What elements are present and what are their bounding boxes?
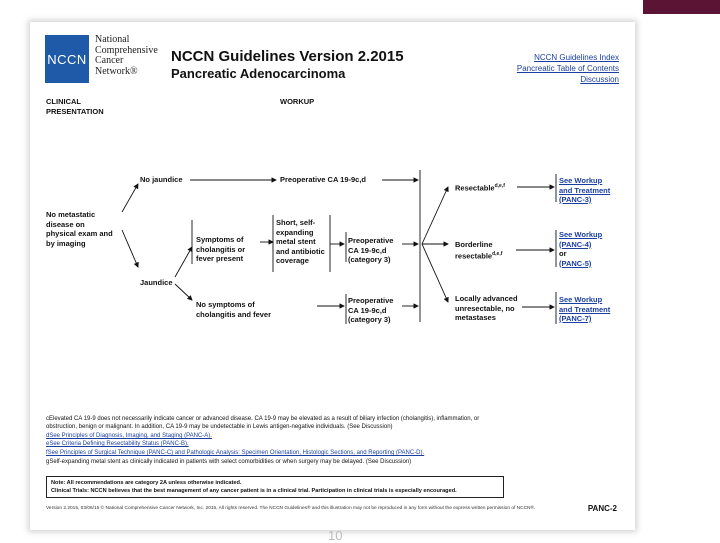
node-line: cholangitis or: [196, 244, 246, 254]
link-or-text: or: [559, 249, 567, 258]
node-line: physical exam and: [46, 229, 113, 238]
page-code: PANC-2: [587, 504, 617, 513]
preop-bot-node: [348, 296, 393, 325]
node-label: Resectable: [455, 183, 495, 193]
logo-mark: NCCN: [45, 35, 89, 83]
logo-line: Comprehensive: [95, 44, 158, 56]
note-line: Clinical Trials: NCCN believes that the best management of any cancer patient is in a clinical trial. Participation in clinical trials is especially encouraged.: [51, 488, 457, 494]
footnote-link[interactable]: eSee Criteria Defining Resectability Status (PANC-B).: [46, 441, 189, 447]
resectable-node: [455, 182, 505, 193]
flowchart-connectors: [30, 22, 635, 402]
node-line: No metastatic: [46, 210, 96, 219]
logo-line: Cancer: [95, 55, 124, 66]
jaundice-node: Jaundice: [140, 278, 173, 287]
logo-line: Network®: [95, 65, 138, 77]
preop-top-node: Preoperative CA 19-9c,d: [280, 175, 367, 184]
footnote-link[interactable]: dSee Principles of Diagnosis, Imaging, and Staging (PANC-A).: [46, 433, 212, 439]
no-jaundice-node: No jaundice: [140, 175, 183, 184]
link-line[interactable]: and Treatment: [559, 304, 611, 314]
link-line[interactable]: See Workup: [559, 230, 603, 239]
node-line: fever present: [196, 254, 244, 263]
node-line: Symptoms of: [196, 235, 244, 244]
link-line[interactable]: (PANC-7): [559, 314, 592, 323]
node-line: cholangitis and fever: [196, 309, 272, 319]
node-line: CA 19-9c,d: [348, 305, 387, 315]
node-line: metastases: [455, 313, 496, 322]
node-line: expanding: [276, 227, 314, 237]
note-box: [46, 476, 504, 498]
node-line: Preoperative: [348, 296, 394, 305]
footnote-e: [46, 441, 189, 449]
footnote-c-cont: obstruction, benign or malignant. In addition, CA 19-9 may be undetectable in Lewis antigen-negative individuals. (See Discussion): [46, 424, 393, 430]
node-line: Short, self-: [276, 218, 316, 227]
discussion-link[interactable]: Discussion: [580, 75, 619, 84]
header-line: PRESENTATION: [46, 107, 104, 116]
link-line[interactable]: (PANC-5): [559, 258, 592, 268]
page-title: NCCN Guidelines Version 2.2015: [171, 48, 404, 65]
footnote-g: gSelf-expanding metal stent as clinically indicated in patients with select comorbidities or when surgery may be delayed. (See Discussion): [46, 459, 412, 465]
footnote-f: [46, 450, 424, 458]
slide-number: 10: [328, 528, 343, 543]
node-line: coverage: [276, 256, 309, 265]
guidelines-index-link[interactable]: NCCN Guidelines Index: [534, 53, 619, 62]
symptoms-node: [196, 235, 245, 264]
logo-line: National: [95, 34, 130, 45]
workup-link-panc3[interactable]: [559, 176, 610, 205]
node-line: unresectable, no: [455, 303, 515, 313]
node-line: (category 3): [348, 255, 391, 264]
node-line: Preoperative: [348, 236, 394, 245]
workup-link-panc4-5[interactable]: [559, 230, 602, 268]
toc-link[interactable]: Pancreatic Table of Contents: [516, 64, 619, 73]
node-line: metal stent: [276, 237, 316, 246]
start-node: [46, 210, 113, 248]
node-line: Borderline: [455, 240, 493, 249]
guideline-page: [30, 22, 635, 530]
no-symptoms-node: [196, 300, 271, 319]
preop-mid-node: [348, 236, 393, 265]
node-line: CA 19-9c,d: [348, 245, 387, 255]
copyright-footer: Version 2.2015, 03/06/15 © National Comprehensive Cancer Network, Inc. 2015, All rights reserved. The NCCN Guidelines® and this illustration may not be reproduced in any form without the express written permission of NCCN®.: [46, 506, 536, 511]
note-line: Note: All recommendations are category 2A unless otherwise indicated.: [51, 480, 242, 486]
page-subtitle: Pancreatic Adenocarcinoma: [171, 66, 346, 81]
link-line[interactable]: (PANC-4): [559, 239, 592, 249]
link-line[interactable]: See Workup: [559, 295, 603, 304]
workup-header: WORKUP: [280, 97, 315, 106]
link-line[interactable]: See Workup: [559, 176, 603, 185]
corner-accent: [643, 0, 720, 14]
link-line[interactable]: and Treatment: [559, 185, 611, 195]
locally-advanced-node: [455, 294, 518, 323]
node-line: resectable: [455, 251, 493, 260]
stent-node: [276, 218, 325, 266]
node-sup: d,e,f: [494, 183, 505, 189]
node-line: and antibiotic: [276, 246, 325, 256]
node-line: No symptoms of: [196, 300, 255, 309]
footnote-d: [46, 433, 212, 441]
header-line: CLINICAL: [46, 97, 81, 106]
node-line: by imaging: [46, 238, 86, 248]
node-line: Locally advanced: [455, 294, 518, 303]
node-line: disease on: [46, 219, 85, 229]
footnote-link[interactable]: fSee Principles of Surgical Technique (PANC-C) and Pathologic Analysis: Specimen Orientation, Histologic Sections, and Reporting (PANC-D).: [46, 450, 425, 456]
footnote-c: cElevated CA 19-9 does not necessarily indicate cancer or advanced disease. CA 19-9 may be elevated as a result of biliary infection (cholangitis), inflammation, or: [46, 416, 480, 422]
node-line: (category 3): [348, 315, 391, 324]
borderline-node: [455, 240, 502, 261]
link-line[interactable]: (PANC-3): [559, 195, 592, 204]
workup-link-panc7[interactable]: [559, 295, 610, 324]
node-sup: d,e,f: [492, 250, 503, 257]
